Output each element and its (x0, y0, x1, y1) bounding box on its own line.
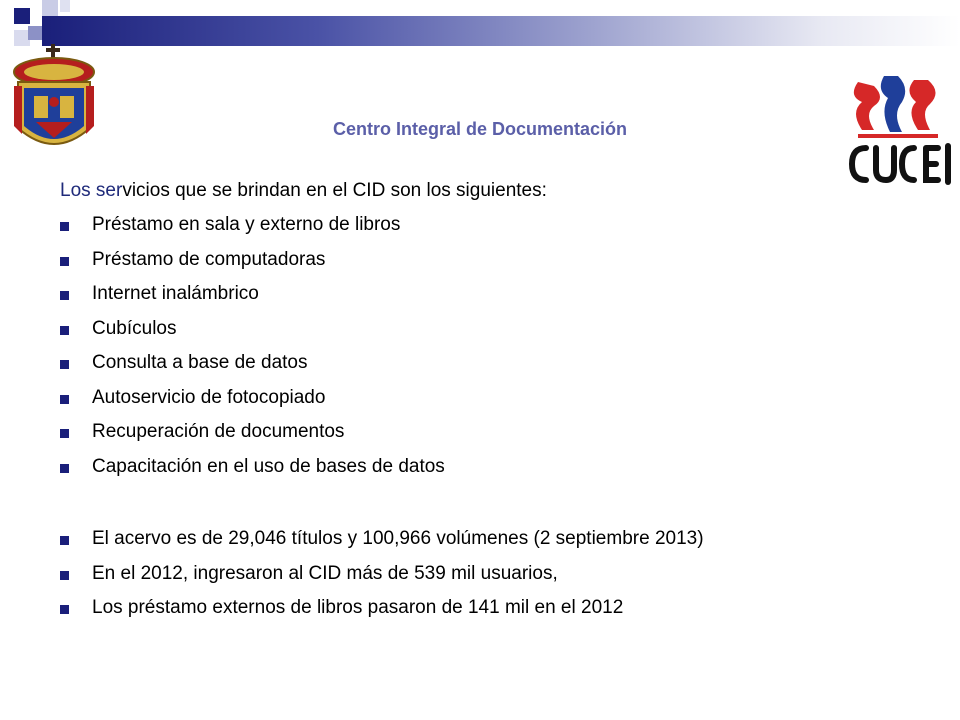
list-item (60, 455, 445, 490)
page-title: Centro Integral de Documentación (332, 119, 628, 139)
square-bullet-icon (60, 536, 69, 545)
decor-square (28, 26, 42, 40)
list-item-text: Consulta a base de datos (92, 352, 308, 373)
list-item (60, 213, 445, 248)
list-item (60, 596, 704, 631)
list-item (60, 351, 445, 386)
square-bullet-icon (60, 326, 69, 335)
square-bullet-icon (60, 464, 69, 473)
list-item-text: Préstamo en sala y externo de libros (92, 214, 401, 235)
decor-square (42, 0, 58, 16)
list-item (60, 527, 704, 562)
list-item-text: Capacitación en el uso de bases de datos (92, 455, 445, 477)
list-item-text: El acervo es de 29,046 títulos y 100,966 volúmenes (2 septiembre 2013) (92, 528, 704, 549)
list-item-text: Cubículos (92, 317, 177, 339)
decor-square (60, 0, 70, 12)
intro-text-part1: Los ser (60, 180, 123, 201)
square-bullet-icon (60, 291, 69, 300)
list-item-text: Préstamo de computadoras (92, 248, 326, 270)
square-bullet-icon (60, 605, 69, 614)
list-item-text: Internet inalámbrico (92, 283, 259, 304)
university-crest-logo (8, 42, 100, 162)
list-item-text: Recuperación de documentos (92, 421, 345, 442)
decor-square (14, 8, 30, 24)
header-gradient-bar (42, 16, 960, 46)
square-bullet-icon (60, 571, 69, 580)
intro-text (60, 180, 547, 202)
facts-list (60, 527, 704, 631)
square-bullet-icon (60, 395, 69, 404)
list-item (60, 317, 445, 352)
list-item-text: Autoservicio de fotocopiado (92, 386, 326, 408)
intro-text-part2: vicios que se brindan en el CID son los siguientes: (122, 180, 547, 201)
list-item (60, 420, 445, 455)
list-item-text: Los préstamo externos de libros pasaron de 141 mil en el 2012 (92, 597, 624, 618)
services-list (60, 213, 445, 489)
list-item (60, 282, 445, 317)
square-bullet-icon (60, 257, 69, 266)
square-bullet-icon (60, 360, 69, 369)
list-item (60, 386, 445, 421)
list-item (60, 248, 445, 283)
square-bullet-icon (60, 429, 69, 438)
list-item-text: En el 2012, ingresaron al CID más de 539 mil usuarios, (92, 562, 558, 584)
square-bullet-icon (60, 222, 69, 231)
list-item (60, 562, 704, 597)
